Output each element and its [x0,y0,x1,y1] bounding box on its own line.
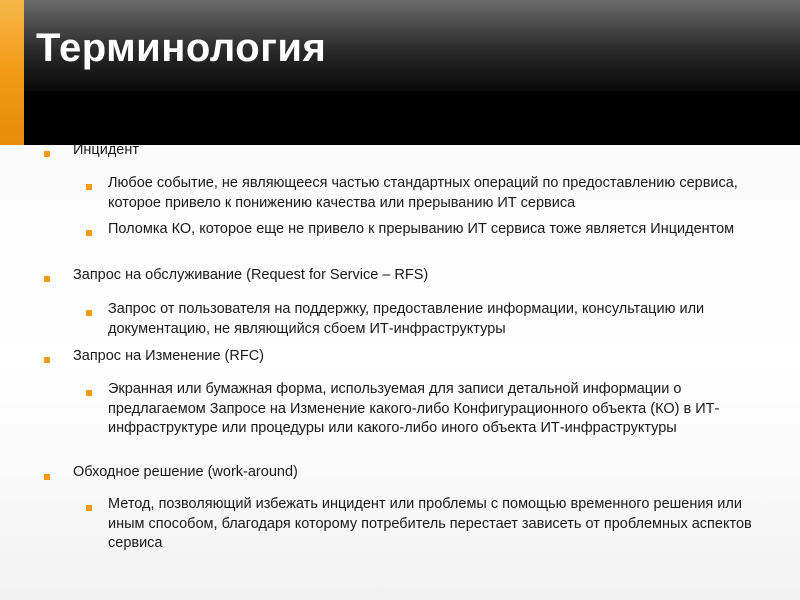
list-item-rfc: Запрос на Изменение (RFC) [73,348,265,364]
bullet-marker [44,151,50,157]
list-item-rfs-definition: Запрос от пользователя на поддержку, предоставление информации, консультацию или документацию, не являющийся сбоем ИТ-инфраструктуры [108,301,705,337]
accent-bar [0,0,24,145]
bullet-marker [44,474,50,480]
bullet-marker [44,357,50,363]
bullet-marker [86,310,92,316]
bullet-marker [86,390,92,396]
bullet-marker [86,230,92,236]
bullet-marker [44,276,50,282]
list-item-workaround-definition: Метод, позволяющий избежать инцидент или проблемы с помощью временного решения или иным способом, благодаря которому потребитель перестает зависеть от проблемных аспектов сервиса [108,496,752,551]
header-band [24,91,800,145]
slide-title: Терминология [36,26,327,70]
list-item-incident-definition: Любое событие, не являющееся частью стандартных операций по предоставлению сервиса, которое привело к понижению качества или прерыванию ИТ сервиса [108,175,738,211]
list-item-rfc-definition: Экранная или бумажная форма, используемая для записи детальной информации о предлагаемом Запросе на Изменение какого-либо Конфигурационного объекта (КО) в ИТ-инфраструктуре или процедуры или какого-либо иного объекта ИТ-инфраструктуры [108,381,720,436]
list-item-rfs: Запрос на обслуживание (Request for Service – RFS) [73,267,429,283]
list-item-incident-note: Поломка КО, которое еще не привело к прерыванию ИТ сервиса тоже является Инцидентом [108,221,735,237]
bullet-marker [86,505,92,511]
list-item-workaround: Обходное решение (work-around) [73,464,298,480]
bullet-marker [86,184,92,190]
list-item-incident: Инцидент [73,142,140,158]
